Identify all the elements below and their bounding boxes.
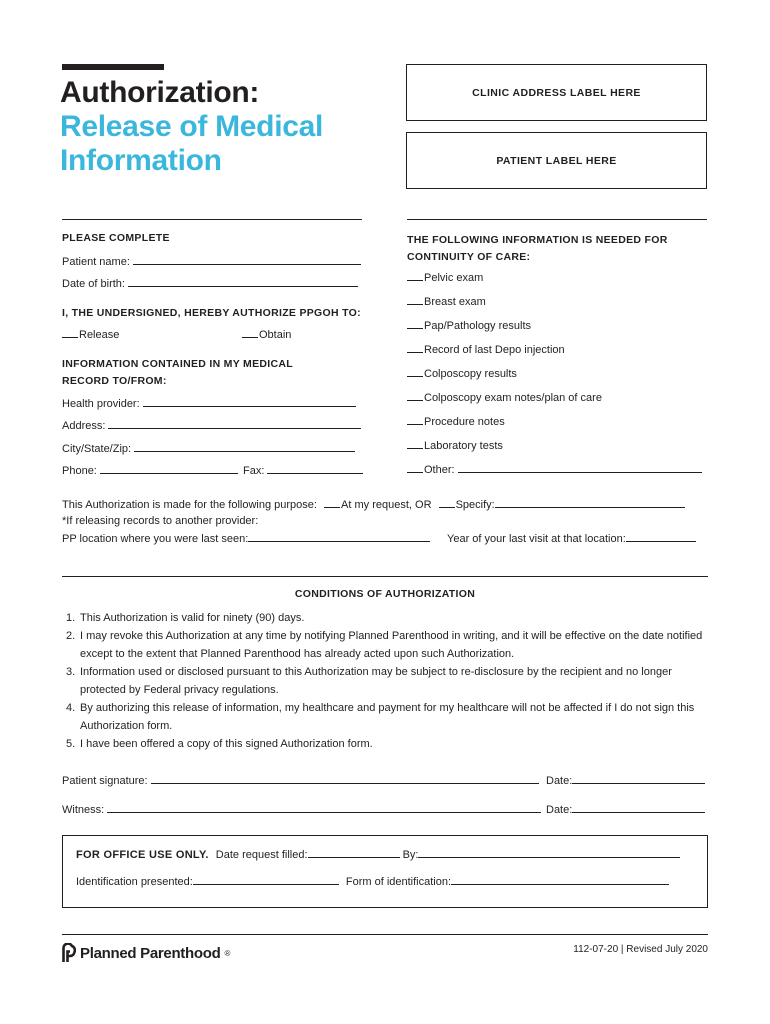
- last-visit-year-label: Year of your last visit at that location:: [447, 533, 626, 545]
- title-accent-bar: [62, 64, 164, 70]
- fax-field[interactable]: [243, 464, 363, 477]
- phone-label: Phone:: [62, 465, 97, 477]
- address-line[interactable]: [108, 419, 361, 429]
- continuity-item-label: Record of last Depo injection: [424, 344, 565, 356]
- witness-field[interactable]: [62, 803, 541, 816]
- patient-signature-field[interactable]: [62, 774, 539, 787]
- phone-line[interactable]: [100, 464, 238, 474]
- conditions-heading: CONDITIONS OF AUTHORIZATION: [294, 588, 476, 600]
- form-of-id-label: Form of identification:: [345, 876, 452, 888]
- at-request-blank[interactable]: [324, 498, 340, 508]
- continuity-item-other[interactable]: [407, 463, 702, 476]
- witness-label: Witness:: [62, 804, 105, 816]
- record-info-heading-line1: INFORMATION CONTAINED IN MY MEDICAL: [62, 358, 293, 370]
- dob-field[interactable]: [62, 277, 358, 290]
- continuity-item-label: Pap/Pathology results: [424, 320, 532, 332]
- continuity-item-label: Procedure notes: [424, 416, 505, 428]
- release-option[interactable]: [62, 328, 119, 341]
- conditions-divider: [62, 576, 708, 577]
- dob-label: Date of birth:: [62, 278, 125, 290]
- fax-line[interactable]: [267, 464, 363, 474]
- condition-number: 3.: [66, 666, 76, 678]
- date-request-label: Date request filled:: [215, 849, 308, 861]
- continuity-item-label: Colposcopy exam notes/plan of care: [424, 392, 602, 404]
- continuity-item-colposcopy-results[interactable]: [407, 367, 517, 380]
- continuity-item-blank[interactable]: [407, 295, 423, 305]
- obtain-checkbox-blank[interactable]: [242, 328, 258, 338]
- continuity-item-label: Laboratory tests: [424, 440, 503, 452]
- at-request-label: At my request, OR: [341, 499, 432, 511]
- condition-number: 5.: [66, 738, 76, 750]
- office-use-box: [62, 835, 708, 908]
- condition-item: [66, 609, 706, 627]
- condition-item: [66, 663, 706, 699]
- record-info-heading: [62, 356, 293, 390]
- address-label: Address:: [62, 420, 106, 432]
- continuity-item-colposcopy-notes[interactable]: [407, 391, 602, 404]
- patient-label-box: [406, 132, 707, 189]
- release-checkbox-blank[interactable]: [62, 328, 78, 338]
- by-label: By:: [402, 849, 419, 861]
- continuity-item-blank[interactable]: [407, 415, 423, 425]
- city-state-zip-label: City/State/Zip:: [62, 443, 132, 455]
- office-use-heading: FOR OFFICE USE ONLY.: [76, 849, 209, 861]
- logo-text: Planned Parenthood: [80, 944, 221, 962]
- condition-text: This Authorization is valid for ninety (90) days.: [80, 612, 305, 624]
- date-label: Date:: [546, 804, 573, 816]
- continuity-item-label: Colposcopy results: [424, 368, 517, 380]
- planned-parenthood-logo: [62, 943, 230, 963]
- continuity-heading: [407, 232, 668, 266]
- continuity-item-depo-record[interactable]: [407, 343, 565, 356]
- pp-logo-icon: [62, 943, 76, 963]
- condition-text: I may revoke this Authorization at any time by notifying Planned Parenthood in writing, and it will be effective on the date notified except to the extent that Planned Parenthood has already acted upon such Authorization.: [80, 630, 703, 660]
- patient-name-field[interactable]: [62, 255, 361, 268]
- condition-number: 4.: [66, 702, 76, 714]
- date-line[interactable]: [572, 803, 705, 813]
- date-request-line[interactable]: [308, 848, 400, 858]
- continuity-item-procedure-notes[interactable]: [407, 415, 505, 428]
- continuity-item-label: Other:: [424, 464, 455, 476]
- id-presented-label: Identification presented:: [76, 876, 193, 888]
- patient-signature-date-field[interactable]: [546, 774, 705, 787]
- condition-text: Information used or disclosed pursuant to this Authorization may be subject to re-disclosure by the recipient and no longer protected by Federal privacy regulations.: [80, 666, 672, 696]
- patient-label-text: PATIENT LABEL HERE: [496, 154, 617, 167]
- continuity-item-breast-exam[interactable]: [407, 295, 486, 308]
- pp-location-line[interactable]: [248, 532, 430, 542]
- specify-label: Specify:: [455, 499, 495, 511]
- office-use-row-2: [76, 875, 669, 888]
- continuity-item-label: Pelvic exam: [424, 272, 484, 284]
- footer-divider: [62, 934, 708, 935]
- continuity-item-blank[interactable]: [407, 463, 423, 473]
- purpose-label: This Authorization is made for the following purpose:: [62, 499, 317, 511]
- condition-item: [66, 699, 706, 735]
- phone-field[interactable]: [62, 464, 238, 477]
- form-code: 112-07-20 | Revised July 2020: [573, 944, 708, 955]
- specify-blank[interactable]: [439, 498, 455, 508]
- continuity-item-blank[interactable]: [407, 439, 423, 449]
- patient-signature-label: Patient signature:: [62, 775, 148, 787]
- continuity-item-blank[interactable]: [407, 367, 423, 377]
- obtain-label: Obtain: [259, 329, 292, 341]
- clinic-address-label-text: CLINIC ADDRESS LABEL HERE: [472, 86, 641, 99]
- registered-mark: ®: [224, 948, 231, 958]
- condition-item: [66, 735, 706, 753]
- section-divider-right: [407, 219, 707, 220]
- continuity-item-pap-results[interactable]: [407, 319, 531, 332]
- please-complete-heading: PLEASE COMPLETE: [62, 232, 170, 244]
- patient-signature-line[interactable]: [151, 774, 539, 784]
- last-visit-year-field[interactable]: [447, 532, 696, 545]
- health-provider-label: Health provider:: [62, 398, 140, 410]
- continuity-item-blank[interactable]: [407, 319, 423, 329]
- continuity-heading-line2: CONTINUITY OF CARE:: [407, 251, 531, 263]
- section-divider-left: [62, 219, 362, 220]
- city-state-zip-field[interactable]: [62, 442, 355, 455]
- health-provider-line[interactable]: [143, 397, 356, 407]
- releasing-note: *If releasing records to another provider:: [62, 515, 259, 527]
- condition-number: 2.: [66, 630, 76, 642]
- continuity-heading-line1: THE FOLLOWING INFORMATION IS NEEDED FOR: [407, 234, 668, 246]
- form-of-id-line[interactable]: [451, 875, 669, 885]
- condition-number: 1.: [66, 612, 76, 624]
- fax-label: Fax:: [243, 465, 265, 477]
- city-state-zip-line[interactable]: [134, 442, 355, 452]
- release-label: Release: [79, 329, 120, 341]
- address-field[interactable]: [62, 419, 361, 432]
- continuity-item-pelvic-exam[interactable]: [407, 271, 483, 284]
- patient-name-label: Patient name:: [62, 256, 130, 268]
- id-presented-line[interactable]: [193, 875, 339, 885]
- pp-location-label: PP location where you were last seen:: [62, 533, 249, 545]
- by-line[interactable]: [418, 848, 680, 858]
- pp-location-field[interactable]: [62, 532, 430, 545]
- clinic-address-label-box: [406, 64, 707, 121]
- office-use-row-1: [76, 848, 680, 861]
- date-label: Date:: [546, 775, 573, 787]
- other-specify-line[interactable]: [458, 463, 702, 473]
- continuity-item-blank[interactable]: [407, 343, 423, 353]
- condition-text: By authorizing this release of information, my healthcare and payment for my healthcare will not be affected if I do not sign this Authorization form.: [80, 702, 695, 732]
- witness-date-field[interactable]: [546, 803, 705, 816]
- specify-line[interactable]: [495, 498, 685, 508]
- dob-line[interactable]: [128, 277, 358, 287]
- conditions-list: [66, 609, 706, 753]
- obtain-option[interactable]: [242, 328, 291, 341]
- purpose-row: [62, 498, 685, 511]
- record-info-heading-line2: RECORD TO/FROM:: [62, 375, 167, 387]
- health-provider-field[interactable]: [62, 397, 356, 410]
- page-subtitle: Release of Medical Information: [60, 110, 324, 177]
- date-line[interactable]: [572, 774, 705, 784]
- condition-text: I have been offered a copy of this signed Authorization form.: [80, 738, 373, 750]
- page-title: Authorization:: [60, 76, 260, 109]
- continuity-item-blank[interactable]: [407, 391, 423, 401]
- patient-name-line[interactable]: [133, 255, 361, 265]
- witness-line[interactable]: [107, 803, 541, 813]
- continuity-item-label: Breast exam: [424, 296, 486, 308]
- last-visit-year-line[interactable]: [626, 532, 696, 542]
- authorize-heading: I, THE UNDERSIGNED, HEREBY AUTHORIZE PPGOH TO:: [62, 307, 361, 319]
- condition-item: [66, 627, 706, 663]
- continuity-item-lab-tests[interactable]: [407, 439, 503, 452]
- continuity-item-blank[interactable]: [407, 271, 423, 281]
